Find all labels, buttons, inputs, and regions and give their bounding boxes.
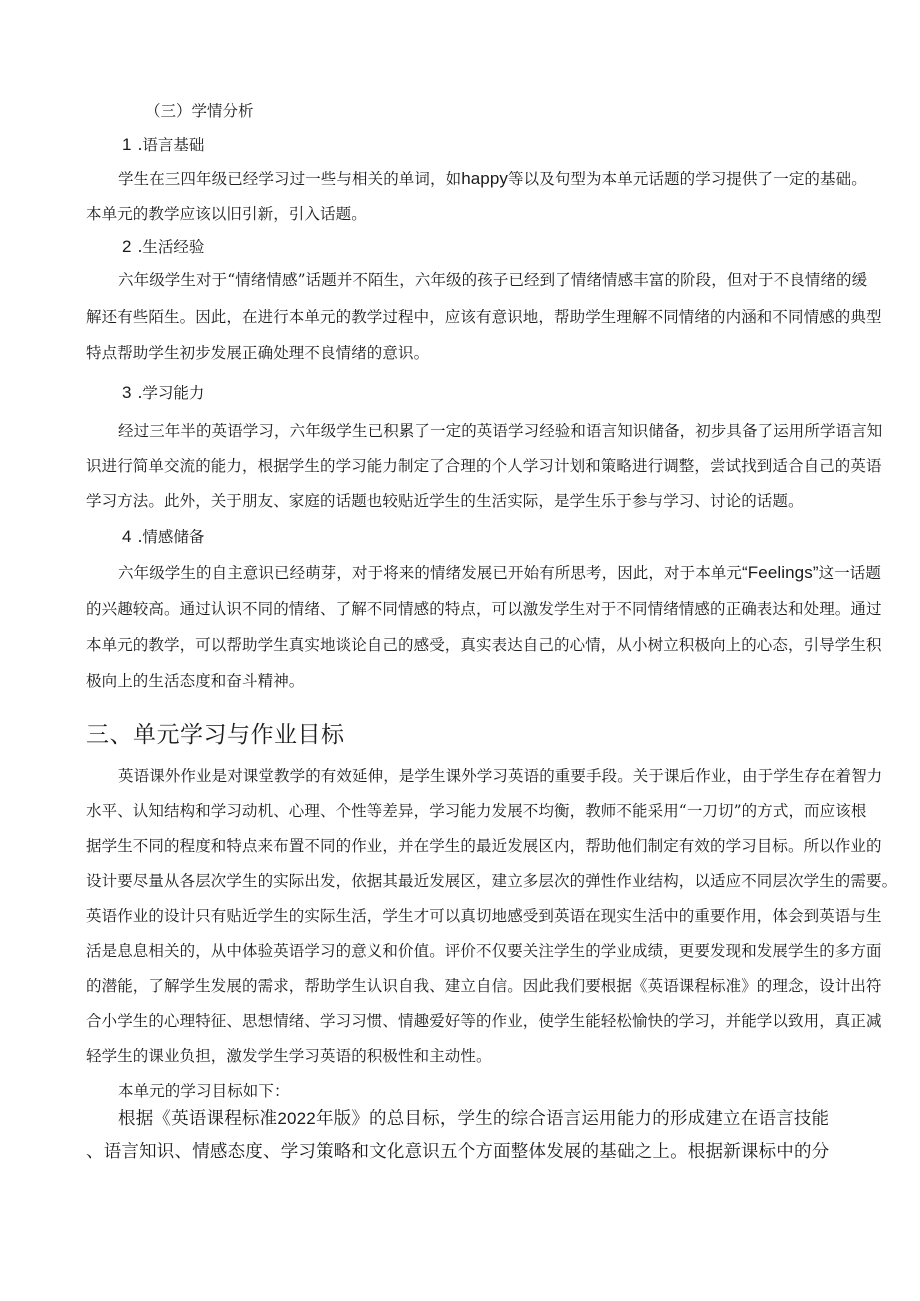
subheading-text: .语言基础	[137, 136, 205, 154]
paragraph-line: 合小学生的心理特征、思想情绪、学习习惯、情趣爱好等的作业，使学生能轻松愉快的学习，并能学以致用，真正减	[86, 1012, 882, 1030]
paragraph-line: 英语作业的设计只有贴近学生的实际生活，学生才可以真切地感受到英语在现实生活中的重要作用，体会到英语与生	[86, 907, 882, 925]
subheading-language-basis	[122, 134, 204, 156]
paragraph-line: 轻学生的课业负担，激发学生学习英语的积极性和主动性。	[86, 1047, 492, 1065]
subheading-number: 1	[122, 135, 132, 154]
section-heading: 三、单元学习与作业目标	[86, 722, 345, 748]
paragraph-line	[118, 562, 918, 584]
paragraph-line: 本单元的教学，可以帮助学生真实地谈论自己的感受，真实表达自己的心情，从小树立积极向上的心态，引导学生积	[86, 636, 882, 654]
paragraph-line: 英语课外作业是对课堂教学的有效延伸，是学生课外学习英语的重要手段。关于课后作业，由于学生存在着智力	[118, 767, 883, 785]
english-word: happy	[461, 169, 509, 188]
paragraph-line	[118, 168, 918, 190]
paragraph-line: 、语言知识、情感态度、学习策略和文化意识五个方面整体发展的基础之上。根据新课标中的分	[86, 1142, 830, 1162]
subheading-life-experience	[122, 236, 204, 258]
paragraph-line: 设计要尽量从各层次学生的实际出发，依据其最近发展区，建立多层次的弹性作业结构，以适应不同层次学生的需要。	[86, 872, 898, 890]
subheading-text: .生活经验	[137, 238, 205, 256]
paragraph-line: 据学生不同的程度和特点来布置不同的作业，并在学生的最近发展区内，帮助他们制定有效的学习目标。所以作业的	[86, 837, 882, 855]
text-span: 根据《英语课程标准	[118, 1109, 278, 1129]
subheading-emotional-reserve	[122, 526, 204, 548]
paragraph-line: 识进行简单交流的能力，根据学生的学习能力制定了合理的个人学习计划和策略进行调整，尝试找到适合自己的英语	[86, 457, 882, 475]
paragraph-line: 活是息息相关的，从中体验英语学习的意义和价值。评价不仅要关注学生的学业成绩，更要发现和发展学生的多方面	[86, 942, 882, 960]
paragraph-line: 水平、认知结构和学习动机、心理、个性等差异，学习能力发展不均衡，教师不能采用“一刀切”的方式，而应该根	[86, 802, 867, 820]
paragraph-line: 解还有些陌生。因此，在进行本单元的教学过程中，应该有意识地，帮助学生理解不同情绪的内涵和不同情感的典型	[86, 308, 882, 326]
paragraph-line: 极向上的生活态度和奋斗精神。	[86, 672, 305, 690]
subheading-number: 2	[122, 237, 132, 256]
subheading-learning-ability	[122, 382, 204, 404]
text-span: 学生在三四年级已经学习过一些与相关的单词，如	[118, 170, 462, 188]
text-span: 年版》的总目标，学生的综合语言运用能力的形成建立在语言技能	[315, 1109, 830, 1129]
paragraph-line: 特点帮助学生初步发展正确处理不良情绪的意识。	[86, 344, 430, 362]
subheading-number: 3	[122, 383, 132, 402]
paragraph-line	[118, 1108, 918, 1130]
subheading-text: .学习能力	[137, 384, 205, 402]
paragraph-line: 学习方法。此外，关于朋友、家庭的话题也较贴近学生的生活实际，是学生乐于参与学习、讨论的话题。	[86, 492, 804, 510]
year-number: 2022	[277, 1109, 316, 1128]
text-span: 六年级学生的自主意识已经萌芽，对于将来的情绪发展已开始有所思考，因此，对于本单元	[118, 564, 743, 582]
section-title: （三）学情分析	[145, 102, 254, 120]
paragraph-line: 的兴趣较高。通过认识不同的情绪、了解不同情感的特点，可以激发学生对于不同情绪情感的正确表达和处理。通过	[86, 600, 882, 618]
text-span: 这一话题	[818, 564, 882, 582]
text-span: 等以及句型为本单元话题的学习提供了一定的基础。	[508, 170, 867, 188]
subheading-number: 4	[122, 527, 132, 546]
english-word: “Feelings”	[742, 563, 819, 582]
paragraph-line: 六年级学生对于“情绪情感”话题并不陌生，六年级的孩子已经到了情绪情感丰富的阶段，但对于不良情绪的缓	[118, 271, 868, 289]
paragraph-line: 的潜能，了解学生发展的需求，帮助学生认识自我、建立自信。因此我们要根据《英语课程标准》的理念，设计出符	[86, 977, 882, 995]
subheading-text: .情感储备	[137, 528, 205, 546]
goals-intro: 本单元的学习目标如下：	[118, 1082, 290, 1100]
paragraph-line: 经过三年半的英语学习，六年级学生已积累了一定的英语学习经验和语言知识储备，初步具备了运用所学语言知	[118, 422, 883, 440]
paragraph-line: 本单元的教学应该以旧引新，引入话题。	[86, 205, 367, 223]
